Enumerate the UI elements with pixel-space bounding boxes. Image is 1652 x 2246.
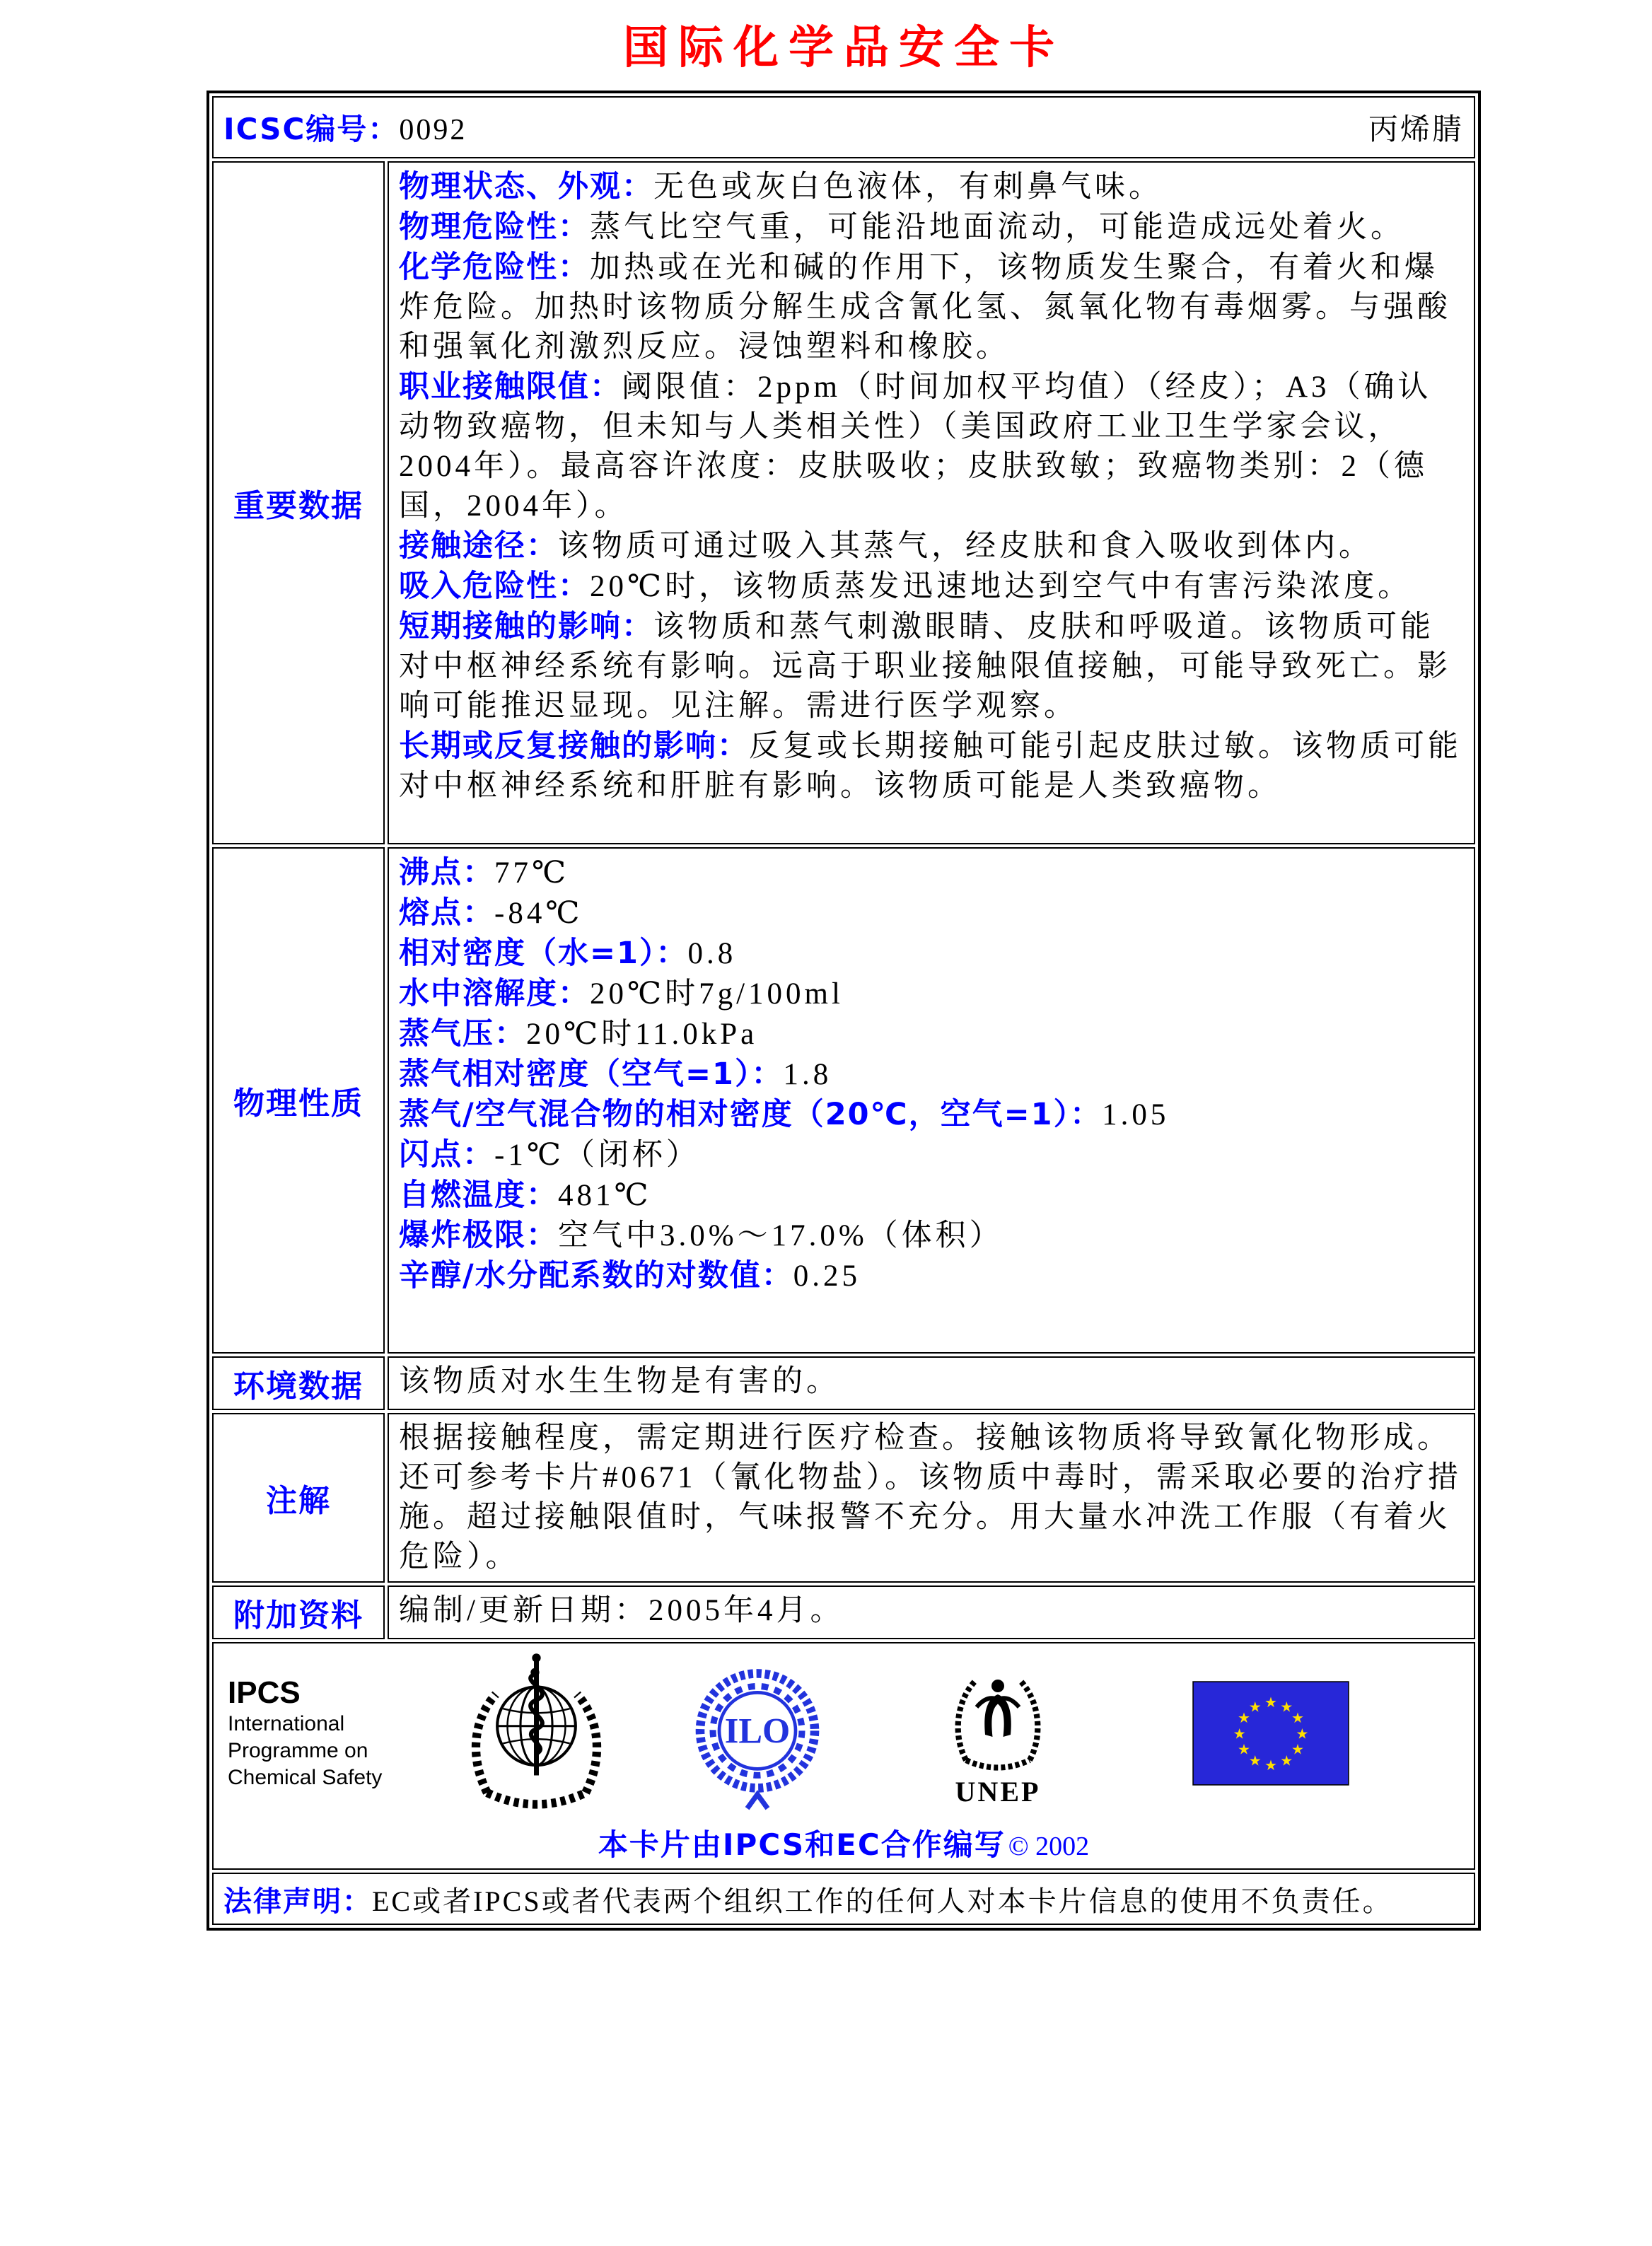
environmental-data-row xyxy=(212,1356,1475,1410)
section-label-important-data: 重要数据 xyxy=(212,161,385,844)
eu-star-icon: ★ xyxy=(1264,1756,1277,1774)
section-content-environmental-data xyxy=(388,1356,1475,1410)
important-item xyxy=(399,526,1464,566)
additional-info-row xyxy=(212,1585,1475,1639)
important-data-row xyxy=(212,161,1475,844)
ipcs-logo xyxy=(228,1675,454,1791)
field-text: 20℃时7g/100ml xyxy=(590,977,844,1011)
field-text: 0.25 xyxy=(793,1259,861,1293)
field-label: 蒸气/空气混合物的相对密度（20℃，空气=1）： xyxy=(399,1097,1103,1132)
field-label: 水中溶解度： xyxy=(399,976,590,1011)
physical-item xyxy=(399,1054,1464,1095)
important-item xyxy=(399,248,1464,367)
field-label: 闪点： xyxy=(399,1137,494,1173)
eu-star-icon: ★ xyxy=(1248,1752,1262,1769)
field-text: 阈限值：2ppm（时间加权平均值）（经皮）；A3（确认动物致癌物，但未知与人类相关性）（美国政府工业卫生学家会议，2004年）。最高容许浓度：皮肤吸收；皮肤致敏；致癌物类别：2（德国，2004年）。 xyxy=(399,371,1432,523)
ipcs-subtitle-line: Chemical Safety xyxy=(228,1766,383,1789)
chemical-name: 丙烯腈 xyxy=(1368,114,1464,146)
field-text: 1.8 xyxy=(783,1058,832,1091)
physical-item xyxy=(399,1256,1464,1296)
field-label: 辛醇/水分配系数的对数值： xyxy=(399,1258,793,1293)
icsc-number-value: 0092 xyxy=(399,114,467,146)
important-item xyxy=(399,607,1464,726)
logos-cell xyxy=(212,1642,1475,1870)
field-text: 无色或灰白色液体，有刺鼻气味。 xyxy=(653,170,1163,204)
logos-row xyxy=(212,1642,1475,1870)
field-text: -1℃（闭杯） xyxy=(494,1139,700,1172)
physical-item xyxy=(399,1175,1464,1216)
important-item xyxy=(399,726,1464,806)
field-label: 化学危险性： xyxy=(399,250,590,285)
eu-star-icon: ★ xyxy=(1280,1752,1293,1769)
field-label: 熔点： xyxy=(399,895,494,931)
legal-label: 法律声明： xyxy=(223,1885,372,1918)
icsc-number-group xyxy=(223,106,467,149)
icsc-card-table xyxy=(206,91,1481,1931)
physical-properties-row xyxy=(212,847,1475,1354)
physical-item xyxy=(399,1095,1464,1135)
field-text: 该物质可通过吸入其蒸气，经皮肤和食入吸收到体内。 xyxy=(558,530,1373,563)
field-text: -84℃ xyxy=(494,897,583,930)
ipcs-title: IPCS xyxy=(228,1675,301,1710)
field-label: 蒸气压： xyxy=(399,1016,526,1052)
physical-item xyxy=(399,853,1464,893)
section-content-physical-properties xyxy=(388,847,1475,1354)
legal-row xyxy=(212,1873,1475,1925)
important-item xyxy=(399,367,1464,526)
eu-star-icon: ★ xyxy=(1248,1698,1262,1716)
ilo-logo-icon xyxy=(694,1651,821,1816)
field-label: 职业接触限值： xyxy=(399,369,622,405)
legal-cell xyxy=(212,1873,1475,1925)
field-text: 该物质和蒸气刺激眼睛、皮肤和呼吸道。该物质可能对中枢神经系统有影响。远高于职业接触限值接触，可能导致死亡。影响可能推迟显现。见注解。需进行医学观察。 xyxy=(399,610,1451,723)
card-header-inner xyxy=(223,98,1464,157)
field-text: 加热或在光和碱的作用下，该物质发生聚合，有着火和爆炸危险。加热时该物质分解生成含氰化氢、氮氧化物有毒烟雾。与强酸和强氧化剂激烈反应。浸蚀塑料和橡胶。 xyxy=(399,251,1451,363)
card-header-cell xyxy=(212,96,1475,158)
field-text: 反复或长期接触可能引起皮肤过敏。该物质可能对中枢神经系统和肝脏有影响。该物质可能是人类致癌物。 xyxy=(399,730,1462,803)
field-text: 空气中3.0%～17.0%（体积） xyxy=(558,1219,1004,1252)
eu-star-icon: ★ xyxy=(1280,1698,1293,1716)
field-label: 相对密度（水=1）： xyxy=(399,936,688,971)
ipcs-subtitle-line: Programme on xyxy=(228,1739,368,1762)
section-content-additional-info xyxy=(388,1585,1475,1639)
legal-text: EC或者IPCS或者代表两个组织工作的任何人对本卡片信息的使用不负责任。 xyxy=(372,1885,1393,1917)
section-label-notes: 注解 xyxy=(212,1413,385,1583)
section-content-notes xyxy=(388,1413,1475,1583)
field-label: 自燃温度： xyxy=(399,1177,558,1213)
field-label: 爆炸极限： xyxy=(399,1218,558,1253)
field-label: 吸入危险性： xyxy=(399,569,590,604)
field-label: 短期接触的影响： xyxy=(399,609,653,644)
field-label: 物理状态、外观： xyxy=(399,169,653,204)
eu-flag-icon xyxy=(1192,1681,1349,1786)
field-text: 481℃ xyxy=(558,1179,652,1212)
important-item xyxy=(399,207,1464,248)
environment-text: 该物质对水生生物是有害的。 xyxy=(399,1365,840,1398)
unep-logo xyxy=(927,1658,1069,1808)
who-emblem-icon xyxy=(464,1651,609,1816)
important-item xyxy=(399,167,1464,207)
eu-star-icon: ★ xyxy=(1291,1740,1305,1758)
ipcs-subtitle-line: International xyxy=(228,1712,345,1735)
eu-star-icon: ★ xyxy=(1296,1725,1309,1742)
eu-star-icon: ★ xyxy=(1264,1694,1277,1711)
field-text: 蒸气比空气重，可能沿地面流动，可能造成远处着火。 xyxy=(590,211,1404,244)
field-text: 1.05 xyxy=(1102,1098,1170,1131)
credit-line xyxy=(214,1822,1474,1864)
field-text: 20℃时，该物质蒸发迅速地达到空气中有害污染浓度。 xyxy=(590,570,1412,603)
section-content-important-data xyxy=(388,161,1475,844)
field-text: 0.8 xyxy=(687,937,737,970)
section-label-additional-info: 附加资料 xyxy=(212,1585,385,1639)
field-label: 接触途径： xyxy=(399,528,558,564)
physical-item xyxy=(399,893,1464,933)
physical-item xyxy=(399,1014,1464,1054)
physical-item xyxy=(399,974,1464,1014)
notes-row xyxy=(212,1413,1475,1583)
eu-star-icon: ★ xyxy=(1233,1725,1246,1742)
section-label-physical-properties: 物理性质 xyxy=(212,847,385,1354)
section-label-environmental-data: 环境数据 xyxy=(212,1356,385,1410)
physical-item xyxy=(399,1216,1464,1256)
icsc-number-label: ICSC编号： xyxy=(223,112,400,146)
field-label: 沸点： xyxy=(399,855,494,890)
credit-year: © 2002 xyxy=(1008,1832,1090,1861)
important-item xyxy=(399,566,1464,607)
unep-emblem-icon xyxy=(945,1658,1051,1777)
notes-text: 根据接触程度，需定期进行医疗检查。接触该物质将导致氰化物形成。还可参考卡片#0671（氰化物盐）。该物质中毒时，需采取必要的治疗措施。超过接触限值时，气味报警不充分。用大量水冲洗工作服（有着火危险）。 xyxy=(399,1421,1462,1573)
field-label: 蒸气相对密度（空气=1）： xyxy=(399,1057,784,1092)
ilo-letters: ILO xyxy=(724,1711,791,1751)
physical-item xyxy=(399,933,1464,974)
card-header-row xyxy=(212,96,1475,158)
logos-strip xyxy=(214,1651,1474,1816)
eu-star-icon: ★ xyxy=(1237,1740,1250,1758)
field-label: 物理危险性： xyxy=(399,209,590,245)
field-text: 20℃时11.0kPa xyxy=(526,1018,758,1051)
eu-star-icon: ★ xyxy=(1237,1709,1250,1727)
unep-caption: UNEP xyxy=(955,1776,1041,1808)
additional-info-text: 编制/更新日期：2005年4月。 xyxy=(399,1594,844,1627)
field-label: 长期或反复接触的影响： xyxy=(399,728,749,764)
page-title: 国际化学品安全卡 xyxy=(623,22,1064,74)
physical-item xyxy=(399,1135,1464,1175)
credit-text: 本卡片由IPCS和EC合作编写 xyxy=(598,1827,1006,1862)
field-text: 77℃ xyxy=(494,856,570,890)
eu-star-icon: ★ xyxy=(1291,1709,1305,1727)
